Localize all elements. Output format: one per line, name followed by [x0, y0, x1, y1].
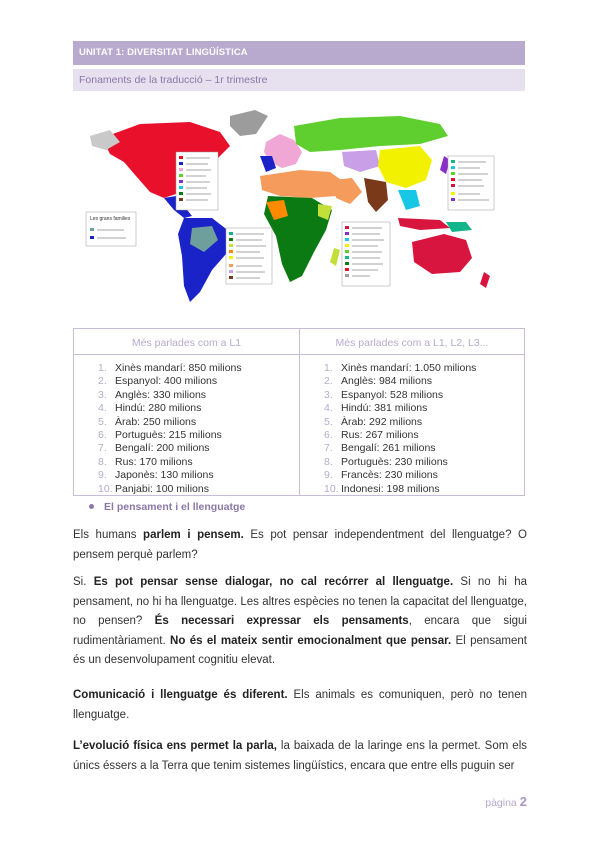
- list-item: [98, 429, 242, 442]
- p3-text: Els animals es comuniquen, però no tenen llenguatge.: [73, 689, 527, 721]
- list-item: [98, 416, 242, 429]
- list-item-text: Portuguès: 230 milions: [341, 455, 448, 468]
- section-bullet: [89, 501, 245, 513]
- list-item-number: 4.: [324, 402, 333, 415]
- map-new-guinea: [446, 222, 472, 232]
- l1-ranking-list: [98, 362, 242, 496]
- list-item-number: 10.: [98, 482, 113, 495]
- list-item-number: 7.: [324, 442, 333, 455]
- list-item: [98, 483, 242, 496]
- list-item-text: Hindú: 381 milions: [341, 402, 428, 415]
- list-item-number: 8.: [98, 455, 107, 468]
- list-item: [324, 362, 476, 375]
- map-central-asia: [342, 150, 380, 172]
- list-item: [98, 362, 242, 375]
- list-item-text: Portuguès: 215 milions: [115, 429, 222, 442]
- list-item-number: 1.: [98, 362, 107, 374]
- map-india: [364, 178, 388, 212]
- table-column-all: [300, 329, 524, 495]
- list-item-number: 10.: [324, 482, 339, 495]
- map-legend-americas: [176, 152, 218, 210]
- page-label: pàgina: [485, 797, 517, 809]
- map-madagascar: [330, 248, 340, 266]
- map-arabia: [332, 178, 362, 204]
- p3-bold: Comunicació i llenguatge és diferent.: [73, 689, 288, 701]
- map-north-africa: [260, 170, 344, 198]
- list-item: [98, 442, 242, 455]
- list-item: [324, 402, 476, 415]
- list-item: [324, 456, 476, 469]
- p2-bold: Es pot pensar sense dialogar, no cal recórrer al llenguatge.: [93, 576, 454, 588]
- map-caption: Les grans families: [90, 216, 131, 222]
- table-header-l1: Més parlades com a L1: [74, 329, 299, 355]
- paragraph-3: [73, 686, 527, 725]
- map-russia: [294, 116, 448, 152]
- list-item: [98, 402, 242, 415]
- list-item-text: Rus: 267 milions: [341, 429, 419, 442]
- map-china: [378, 146, 432, 188]
- list-item-number: 5.: [324, 415, 333, 428]
- p4-bold: L’evolució física ens permet la parla,: [73, 740, 277, 752]
- map-greenland: [230, 110, 268, 136]
- list-item: [98, 389, 242, 402]
- list-item-number: 6.: [98, 429, 107, 442]
- list-item-number: 2.: [98, 375, 107, 388]
- list-item: [324, 375, 476, 388]
- list-item-number: 3.: [324, 388, 333, 401]
- table-header-all: Més parlades com a L1, L2, L3...: [300, 329, 524, 355]
- list-item: [324, 483, 476, 496]
- list-item-text: Àrab: 292 milions: [341, 415, 423, 428]
- list-item-text: Bengalí: 200 milions: [115, 442, 210, 455]
- list-item-text: Hindú: 280 milions: [115, 402, 202, 415]
- list-item-number: 6.: [324, 429, 333, 442]
- map-australia: [412, 234, 472, 274]
- list-item-text: Francès: 230 milions: [341, 469, 438, 482]
- section-title: El pensament i el llenguatge: [104, 501, 246, 513]
- page-number-value: 2: [519, 794, 527, 809]
- world-language-families-map: [80, 106, 520, 316]
- unit-subtitle: Fonaments de la traducció – 1r trimestre: [79, 74, 268, 86]
- list-item-text: Espanyol: 400 milions: [115, 375, 218, 388]
- list-item: [324, 469, 476, 482]
- paragraph-2: [73, 573, 527, 671]
- list-item: [324, 442, 476, 455]
- list-item-text: Indonesi: 198 milions: [341, 482, 440, 495]
- unit-title: UNITAT 1: DIVERSITAT LINGÜÍSTICA: [79, 47, 248, 58]
- paragraph-4: [73, 737, 527, 776]
- p2-text-2: Si no hi ha pensament, no hi ha llenguatge. Les altres espècies no tenen la capacitat del llenguatge, no pensen?: [73, 576, 527, 627]
- page-number: [485, 794, 527, 809]
- table-column-l1: [74, 329, 300, 495]
- list-item: [98, 375, 242, 388]
- languages-table: [73, 328, 525, 496]
- list-item-number: 7.: [98, 442, 107, 455]
- p1-text: Els humans: [73, 529, 144, 541]
- p1-bold: parlem i pensem.: [143, 529, 244, 541]
- list-item-text: Espanyol: 528 milions: [341, 388, 444, 401]
- p4-text: la baixada de la laringe ens la permet. Som els únics éssers a la Terra que tenim sistemes lingüístics, encara que entre ells puguin ser: [73, 740, 527, 772]
- map-legend-asia: [342, 222, 390, 286]
- list-item-number: 4.: [98, 402, 107, 415]
- list-item: [98, 456, 242, 469]
- p2-text: Si.: [73, 576, 94, 588]
- subtitle-bar: [73, 69, 525, 91]
- map-se-asia: [398, 190, 420, 210]
- list-item-number: 8.: [324, 455, 333, 468]
- list-item-text: Xinès mandarí: 850 milions: [115, 362, 242, 374]
- list-item-text: Xinès mandarí: 1.050 milions: [341, 362, 477, 374]
- map-legend-oceania: [448, 156, 494, 210]
- list-item-text: Anglès: 330 milions: [115, 388, 207, 401]
- map-new-zealand: [480, 272, 490, 288]
- all-speakers-ranking-list: [324, 362, 476, 496]
- p2-bold-2: És necessari expressar els pensaments: [154, 615, 409, 627]
- list-item-number: 5.: [98, 415, 107, 428]
- map-legend-families: [86, 212, 136, 246]
- paragraph-1: [73, 526, 527, 565]
- list-item-number: 9.: [324, 469, 333, 482]
- list-item-text: Bengalí: 261 milions: [341, 442, 436, 455]
- list-item-text: Panjabi: 100 milions: [115, 482, 209, 495]
- bullet-dot-icon: [89, 504, 94, 509]
- list-item-text: Àrab: 250 milions: [115, 415, 197, 428]
- p1-text-2: Es pot pensar independentment del llenguatge? O pensem perquè parlem?: [73, 529, 527, 561]
- list-item-number: 2.: [324, 375, 333, 388]
- map-legend-africa: [226, 228, 272, 284]
- list-item: [324, 416, 476, 429]
- list-item-text: Japonès: 130 milions: [115, 469, 214, 482]
- list-item: [98, 469, 242, 482]
- list-item-text: Rus: 170 milions: [115, 455, 193, 468]
- list-item: [324, 429, 476, 442]
- map-indonesia: [398, 218, 450, 230]
- list-item-number: 9.: [98, 469, 107, 482]
- p2-text-4: El pensament és un desenvolupament cognitiu elevat.: [73, 634, 527, 666]
- list-item: [324, 389, 476, 402]
- list-item-text: Anglès: 984 milions: [341, 375, 433, 388]
- p2-text-3: , encara que sigui rudimentàriament.: [73, 615, 527, 647]
- list-item-number: 3.: [98, 388, 107, 401]
- p2-bold-3: No és el mateix sentir emocionalment que pensar.: [170, 634, 452, 647]
- list-item-number: 1.: [324, 362, 333, 374]
- unit-header-bar: [73, 41, 525, 65]
